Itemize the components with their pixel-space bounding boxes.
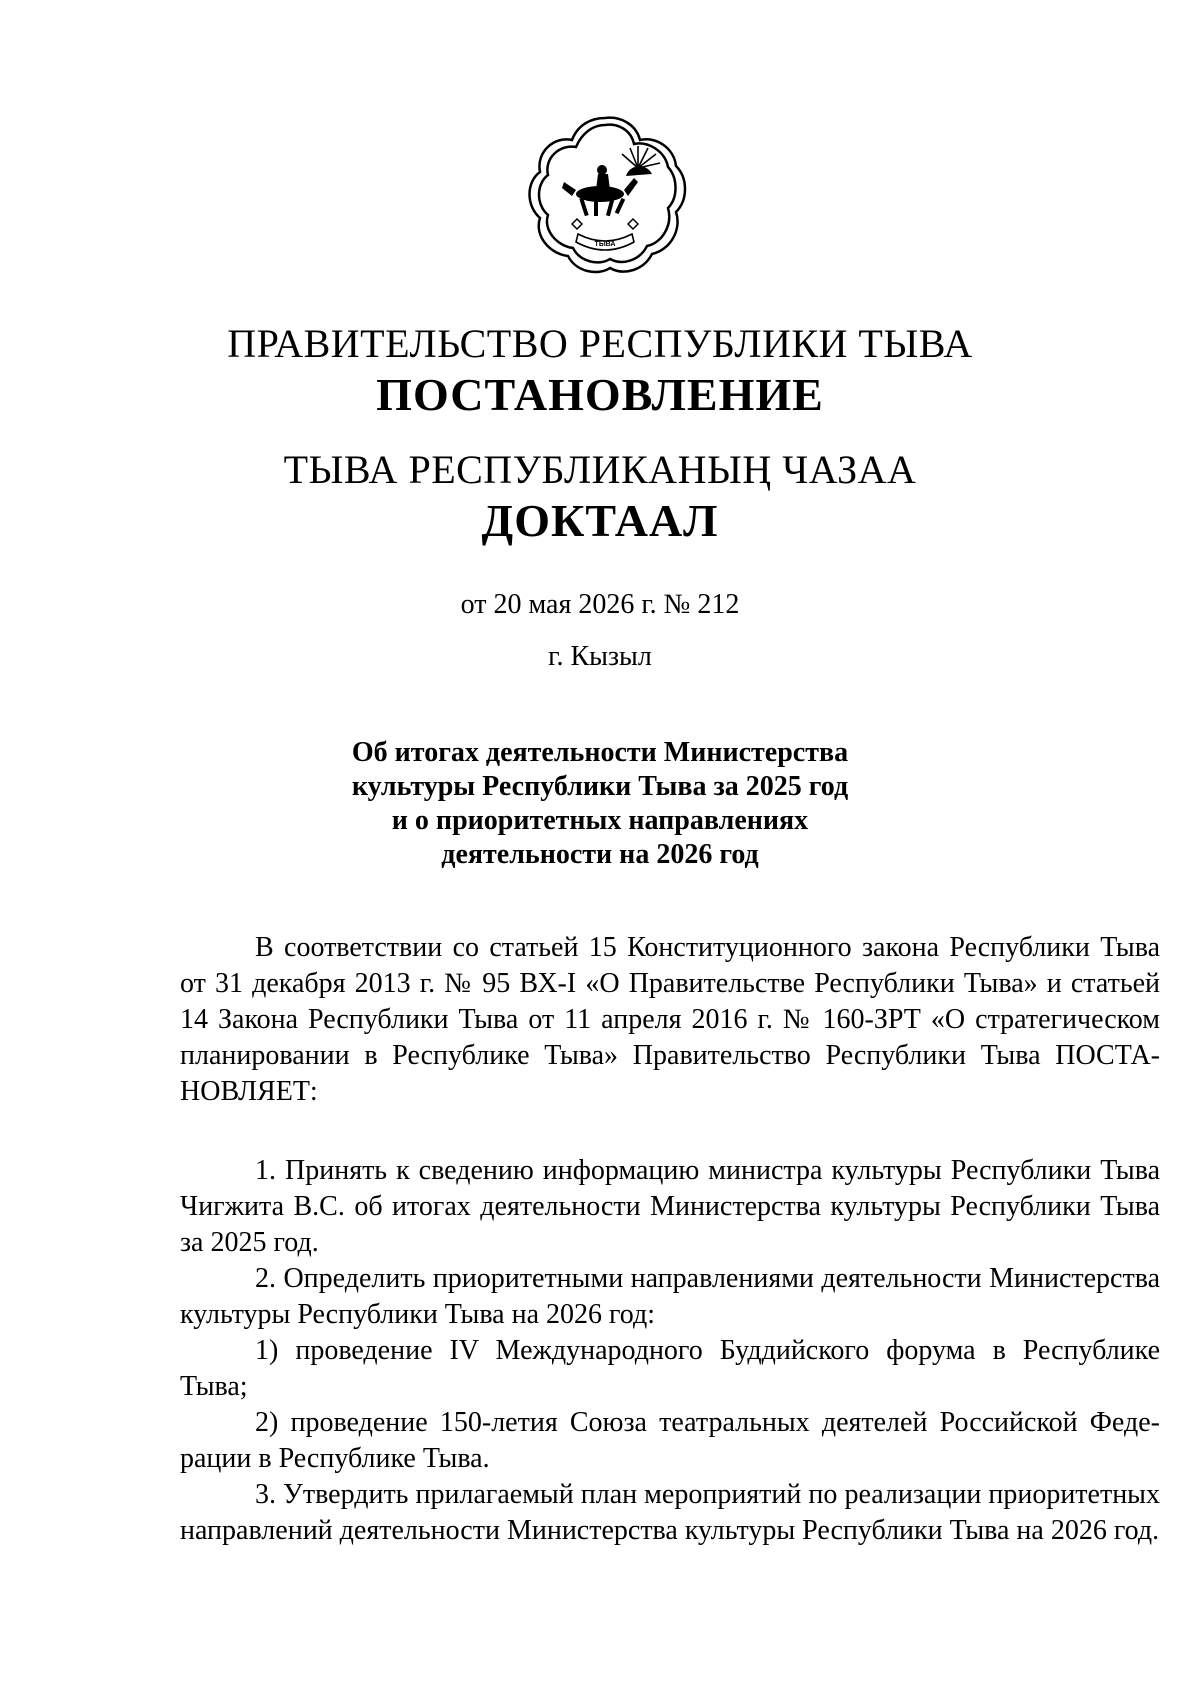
document-title-line: Об итогах деятельности Министерства — [351, 737, 849, 768]
resolution-items — [180, 1153, 1160, 1549]
document-title-line: культуры Республики Тыва за 2025 год — [351, 771, 849, 802]
resolution-item: 1. Принять к сведению информацию министра культуры Республики Тыва Чигжита В.С. об итогах деятельности Министерства культуры Республики Тыва за 2025 год. — [180, 1155, 1160, 1258]
document-type-tyv: ДОКТААЛ — [481, 495, 719, 546]
document-type-ru: ПОСТАНОВЛЕНИЕ — [376, 369, 824, 420]
svg-text:ТЫВА: ТЫВА — [594, 241, 616, 248]
document-title — [0, 736, 1200, 872]
resolution-subitem: 2) проведение 150-летия Союза театральных деятелей Российской Федерации в Республике Тыва. — [180, 1407, 1160, 1474]
document-date-number: от 20 мая 2026 г. № 212 — [460, 589, 740, 620]
resolution-item: 2. Определить приоритетными направлениями деятельности Министерства культуры Республики Тыва на 2026 год: — [180, 1263, 1160, 1330]
government-name-ru: ПРАВИТЕЛЬСТВО РЕСПУБЛИКИ ТЫВА — [227, 321, 973, 366]
resolution-subitem: 1) проведение IV Международного Буддийского форума в Республике Тыва; — [180, 1335, 1160, 1402]
government-name-tyv: ТЫВА РЕСПУБЛИКАНЫҢ ЧАЗАА — [283, 447, 917, 492]
document-title-line: деятельности на 2026 год — [441, 839, 759, 870]
preamble-paragraph: В соответствии со статьей 15 Конституционного закона Республики Тыва от 31 декабря 2013 г. № 95 ВХ-I «О Правительстве Республики Тыва» и статьей 14 Закона Республики Тыва от 11 апреля 2016 г. № 160-ЗРТ «О стратегическом планировании в Республике Тыва» Правительство Республики Тыва ПОСТАНОВЛЯЕТ: — [180, 932, 1160, 1107]
resolution-item: 3. Утвердить прилагаемый план мероприятий по реализации приоритетных направлений деятельности Министерства культуры Республики Тыва на 2026 год. — [180, 1479, 1160, 1546]
document-city: г. Кызыл — [548, 641, 652, 672]
emblem-of-tyva — [520, 108, 690, 278]
document-title-line: и о приоритетных направлениях — [391, 805, 809, 836]
preamble — [180, 930, 1160, 1110]
